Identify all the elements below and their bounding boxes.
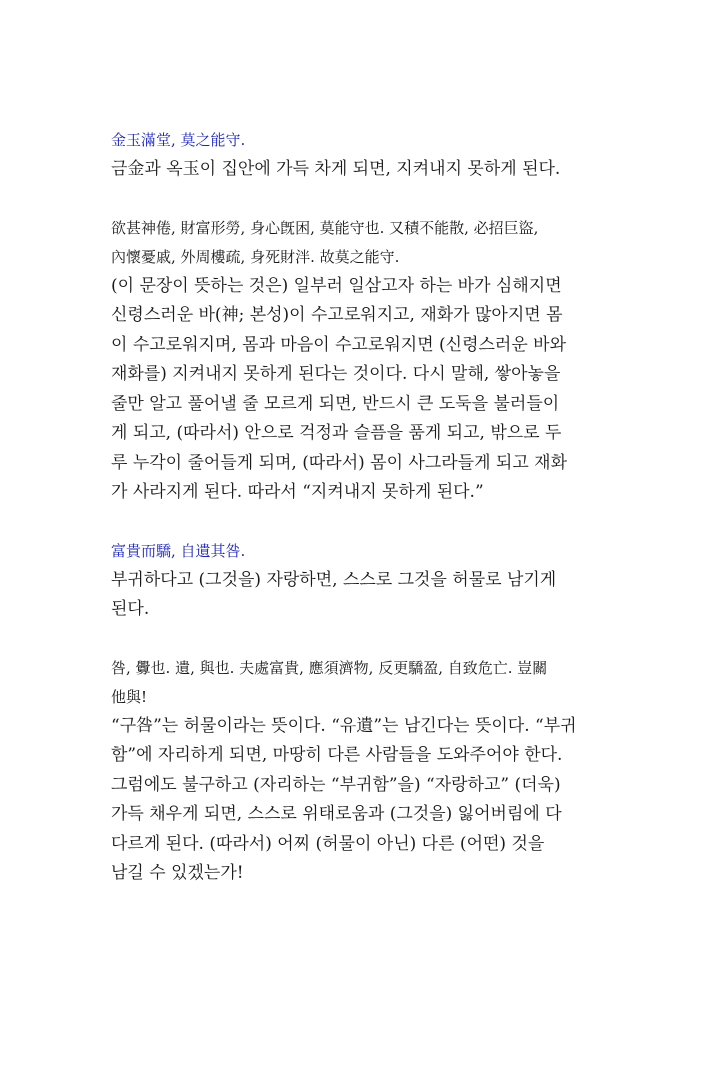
section-1-translation: [111, 155, 607, 185]
document-page: [111, 126, 607, 889]
heading-line: 金玉滿堂, 莫之能守.: [111, 131, 246, 149]
heading-line: 富貴而驕, 自遺其咎.: [111, 541, 246, 560]
commentary-line: 이 수고로워지며, 몸과 마음이 수고로워지면 (신령스러운 바와: [111, 334, 567, 355]
section-2-commentary-hanja: [111, 654, 607, 712]
hanja-line: 他與!: [111, 687, 148, 706]
section-2-translation: [111, 566, 607, 625]
commentary-line: 줄만 알고 풀어낼 줄 모르게 되면, 반드시 큰 도둑을 불러들이: [111, 393, 560, 414]
spacer: [111, 508, 607, 537]
spacer: [111, 185, 607, 214]
commentary-line: 게 되고, (따라서) 안으로 걱정과 슬픔을 품게 되고, 밖으로 두: [111, 423, 562, 443]
section-2-commentary-korean: [111, 712, 607, 889]
commentary-line: 함”에 자리하게 되면, 마땅히 다른 사람들을 도와주어야 한다.: [111, 745, 563, 765]
translation-line: 금金과 옥玉이 집안에 가득 차게 되면, 지켜내지 못하게 된다.: [111, 159, 561, 179]
commentary-line: “구咎”는 허물이라는 뜻이다. “유遺”는 남긴다는 뜻이다. “부귀: [111, 715, 577, 736]
section-1-commentary-korean: [111, 272, 607, 508]
commentary-line: 가 사라지게 된다. 따라서 “지켜내지 못하게 된다.”: [111, 482, 484, 502]
commentary-line: 신령스러운 바(神; 본성)이 수고로워지고, 재화가 많아지면 몸: [111, 305, 563, 325]
hanja-line: 咎, 釁也. 遺, 與也. 夫處富貴, 應須濟物, 反更驕盈, 自致危亡. 豈關: [111, 658, 548, 677]
commentary-line: 루 누각이 줄어들게 되며, (따라서) 몸이 사그라들게 되고 재화: [111, 452, 568, 473]
section-1-heading: [111, 126, 607, 155]
spacer: [111, 625, 607, 654]
translation-line: 부귀하다고 (그것을) 자랑하면, 스스로 그것을 허물로 남기게: [111, 569, 557, 590]
section-2-heading: [111, 537, 607, 566]
commentary-line: 재화를) 지켜내지 못하게 된다는 것이다. 다시 말해, 쌓아놓을: [111, 364, 561, 384]
commentary-line: 다르게 된다. (따라서) 어찌 (허물이 아닌) 다른 (어떤) 것을: [111, 833, 545, 854]
commentary-line: 가득 채우게 되면, 스스로 위태로움과 (그것을) 잃어버림에 다: [111, 804, 562, 824]
hanja-line: 內懷憂戚, 外周樓疏, 身死財泮. 故莫之能守.: [111, 247, 400, 266]
commentary-line: 그럼에도 불구하고 (자리하는 “부귀함”을) “자랑하고” (더욱): [111, 774, 561, 795]
translation-line: 된다.: [111, 599, 150, 619]
section-1-commentary-hanja: [111, 214, 607, 272]
commentary-line: 남길 수 있겠는가!: [111, 863, 244, 883]
commentary-line: (이 문장이 뜻하는 것은) 일부러 일삼고자 하는 바가 심해지면: [111, 275, 562, 296]
hanja-line: 欲甚神倦, 財富形勞, 身心旣困, 莫能守也. 又積不能散, 必招巨盜,: [111, 218, 539, 237]
